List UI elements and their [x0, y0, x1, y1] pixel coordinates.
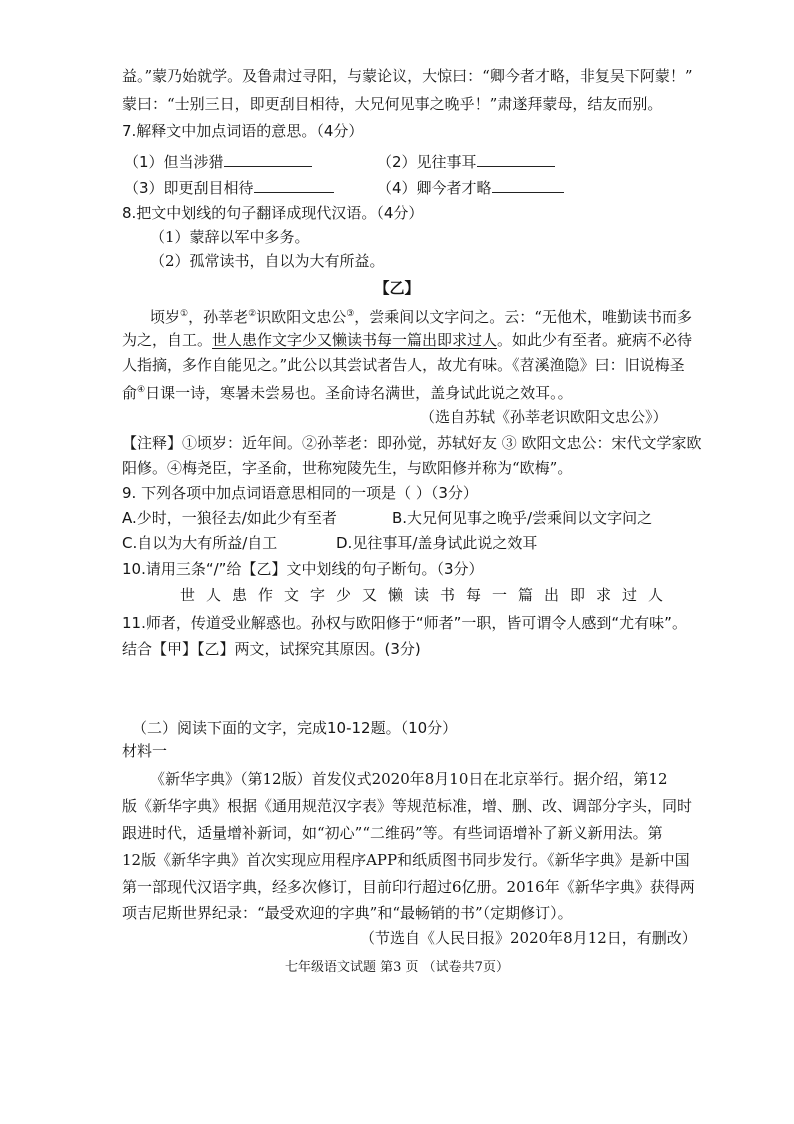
footnote-marker: ③ [346, 309, 355, 319]
passage-yi-notes-2: 阳修。④梅尧臣，字圣俞，世称宛陵先生，与欧阳修并称为“欧梅”。 [122, 459, 573, 477]
q8-title: 8.把文中划线的句子翻译成现代汉语。（4分） [122, 204, 424, 222]
part2-paragraph-line-3: 跟进时代，适量增补新词，如“初心”“二维码”等。有些词语增补了新义新用法。第 [122, 824, 663, 842]
q7-title: 7.解释文中加点词语的意思。（4分） [122, 122, 364, 140]
q9-title: 9. 下列各项中加点词语意思相同的一项是（ ）（3分） [122, 484, 478, 502]
text-span: 日课一诗，寒暑未尝易也。圣俞诗名满世，盖身试此说之效耳。。 [145, 384, 573, 402]
q7-item-1 [124, 152, 312, 172]
part2-paragraph-line-4: 12版《新华字典》首次实现应用程序APP和纸质图书同步发行。《新华字典》是新中国 [122, 851, 690, 869]
underlined-sentence: 世人患作文字少又懒读书每一篇出即求过人 [212, 331, 498, 349]
q9-option-b: B.大兄何见事之晚乎/尝乘间以文字问之 [392, 509, 653, 527]
passage-yi-source: （选自苏轼《孙莘老识欧阳文忠公》） [420, 408, 668, 426]
part2-paragraph-line-1: 《新华字典》（第12版）首发仪式2020年8月10日在北京举行。据介绍，第12 [150, 770, 668, 788]
text-span: ，尝乘间以文字问之。云：“无他术，唯勤读书而多 [354, 308, 692, 326]
q9-option-d: D.见往事耳/盖身试此说之效耳 [336, 534, 538, 552]
part2-material-label: 材料一 [122, 742, 168, 760]
part2-paragraph-line-2: 版《新华字典》根据《通用规范汉字表》等规范标准，增、删、改、调部分字头，同时 [122, 797, 693, 815]
footnote-marker: ④ [137, 385, 146, 395]
q11-line-2: 结合【甲】【乙】两文，试探究其原因。(3分) [122, 640, 421, 658]
intro-line-1: 益。”蒙乃始就学。及鲁肃过寻阳，与蒙论议，大惊曰：“卿今者才略，非复吴下阿蒙！” [122, 67, 693, 85]
q10-sentence: 世人患作文字少又懒读书每一篇出即求过人 [180, 586, 675, 604]
text-span: 顷岁 [150, 308, 181, 326]
text-span: 识欧阳文忠公 [256, 308, 347, 326]
q9-option-a: A.少时，一狼径去/如此少有至者 [122, 509, 337, 527]
answer-blank[interactable] [224, 152, 312, 167]
part2-paragraph-line-6: 项吉尼斯世界纪录：“最受欢迎的字典”和“最畅销的书”（定期修订）。 [122, 904, 573, 922]
part2-paragraph-line-5: 第一部现代汉语字典，经多次修订，目前印行超过6亿册。2016年《新华字典》获得两 [122, 878, 695, 896]
passage-yi-heading: 【乙】 [374, 279, 420, 297]
q7-item-4-text: （4）卿今者才略 [377, 179, 492, 197]
q8-item-1: （1）蒙辞以军中多务。 [150, 228, 310, 246]
q7-item-3 [124, 178, 334, 198]
q9-option-c: C.自以为大有所益/自工 [122, 534, 278, 552]
page-footer: 七年级语文试题 第3 页 （试卷共7页） [285, 960, 509, 975]
text-span: 。如此少有至者。疵病不必待 [497, 331, 693, 349]
text-span: 俞 [122, 384, 138, 402]
q7-item-4 [377, 178, 564, 198]
q7-item-3-text: （3）即更刮目相待 [124, 179, 254, 197]
q10-title: 10.请用三条“/”给【乙】文中划线的句子断句。（3分） [122, 560, 484, 578]
answer-blank[interactable] [254, 178, 334, 193]
q7-item-2-text: （2）见往事耳 [377, 153, 477, 171]
q8-item-2: （2）孤常读书，自以为大有所益。 [150, 252, 385, 270]
q11-line-1: 11.师者，传道受业解惑也。孙权与欧阳修于“师者”一职，皆可谓令人感到“尤有味”。 [122, 614, 687, 632]
footnote-marker: ① [180, 309, 189, 319]
passage-yi-notes-1: 【注释】①顷岁：近年间。②孙莘老：即孙觉，苏轼好友 ③ 欧阳文忠公：宋代文学家欧 [122, 434, 702, 452]
passage-yi-line-2 [122, 330, 692, 350]
intro-line-2: 蒙曰：“士别三日，即更刮目相待，大兄何见事之晚乎！”肃遂拜蒙母，结友而别。 [122, 95, 663, 113]
q7-item-2 [377, 152, 555, 172]
part2-source: （节选自《人民日报》2020年8月12日，有删改） [360, 929, 697, 947]
answer-blank[interactable] [492, 178, 564, 193]
answer-blank[interactable] [477, 152, 555, 167]
passage-yi-line-3: 人指摘，多作自能见之。”此公以其尝试者告人，故尤有味。《苕溪渔隐》曰：旧说梅圣 [122, 356, 685, 374]
passage-yi-line-4 [122, 380, 573, 403]
part2-title: （二）阅读下面的文字，完成10-12题。（10分） [132, 719, 458, 737]
footnote-marker: ② [248, 309, 257, 319]
text-span: ，孙莘老 [188, 308, 249, 326]
q7-item-1-text: （1）但当涉猎 [124, 153, 224, 171]
passage-yi-line-1 [150, 304, 692, 327]
text-span: 为之，自工。 [122, 331, 213, 349]
